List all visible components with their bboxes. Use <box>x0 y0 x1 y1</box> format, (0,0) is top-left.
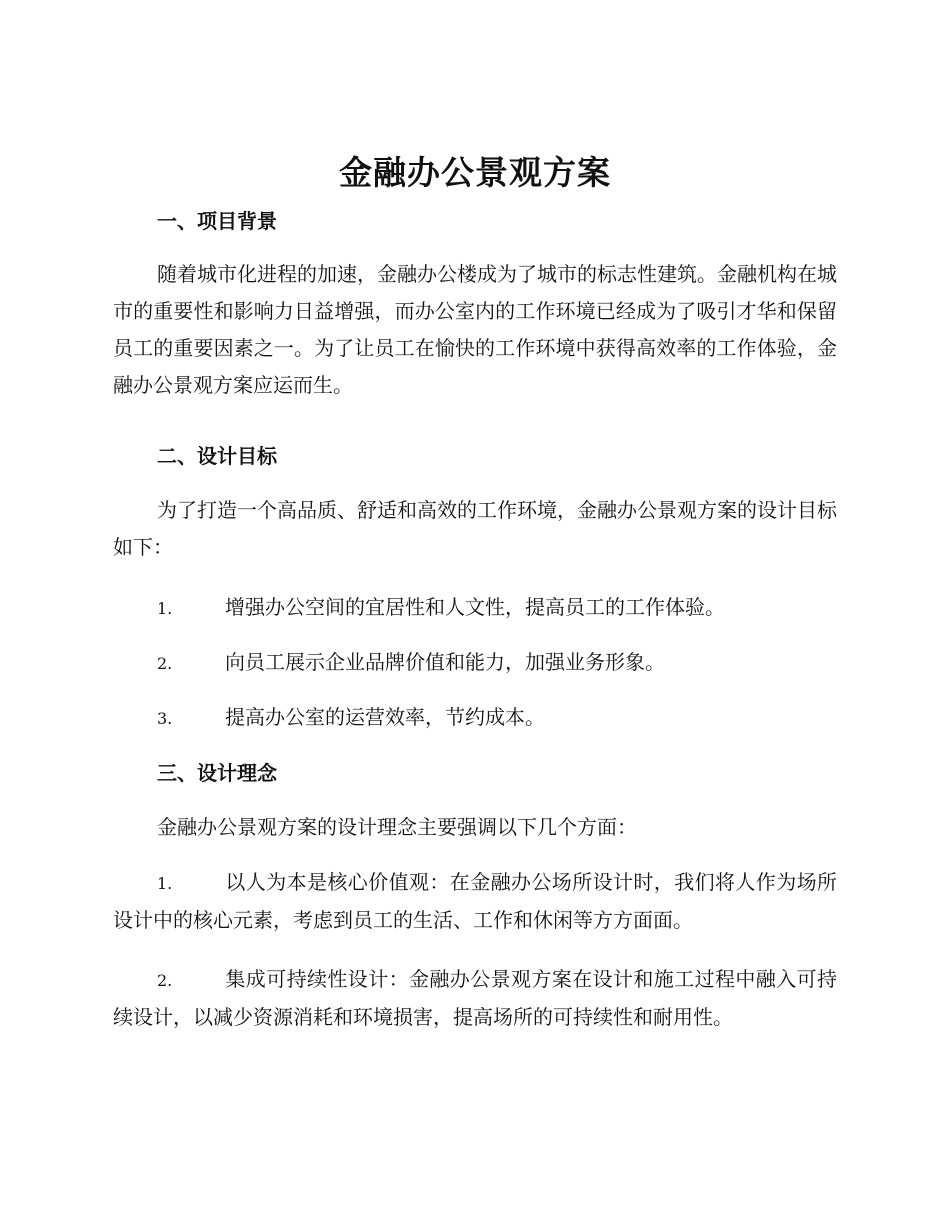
list-item-number: 1. <box>157 874 173 893</box>
background-paragraph: 随着城市化进程的加速，金融办公楼成为了城市的标志性建筑。金融机构在城市的重要性和影响力日益增强，而办公室内的工作环境已经成为了吸引才华和保留员工的重要因素之一。为了让员工在愉快的工作环境中获得高效率的工作体验，金融办公景观方案应运而生。 <box>113 262 837 397</box>
section-heading-concept: 三、设计理念 <box>157 761 277 785</box>
list-item-text: 以人为本是核心价值观：在金融办公场所设计时，我们将人作为场所设计中的核心元素，考虑到员工的生活、工作和休闲等方方面面。 <box>113 870 837 932</box>
list-item <box>113 644 837 682</box>
goals-intro-paragraph: 为了打造一个高品质、舒适和高效的工作环境，金融办公景观方案的设计目标如下： <box>113 498 837 559</box>
list-item-number: 1. <box>157 599 173 618</box>
list-item-number: 2. <box>157 654 173 673</box>
section-heading-goals: 二、设计目标 <box>157 444 277 468</box>
list-item <box>113 589 837 627</box>
document-title: 金融办公景观方案 <box>339 153 611 192</box>
list-item-text: 集成可持续性设计：金融办公景观方案在设计和施工过程中融入可持续设计，以减少资源消耗和环境损害，提高场所的可持续性和耐用性。 <box>113 967 837 1029</box>
list-item-text: 向员工展示企业品牌价值和能力，加强业务形象。 <box>225 650 665 674</box>
list-item <box>113 961 837 1036</box>
list-item <box>113 699 837 737</box>
list-item <box>113 864 837 939</box>
list-item-number: 2. <box>157 971 173 990</box>
section-heading-background: 一、项目背景 <box>157 209 277 233</box>
list-item-text: 增强办公空间的宜居性和人文性，提高员工的工作体验。 <box>225 595 725 619</box>
list-item-number: 3. <box>157 709 173 728</box>
list-item-text: 提高办公室的运营效率，节约成本。 <box>225 705 545 729</box>
concept-intro-paragraph: 金融办公景观方案的设计理念主要强调以下几个方面： <box>157 815 637 839</box>
